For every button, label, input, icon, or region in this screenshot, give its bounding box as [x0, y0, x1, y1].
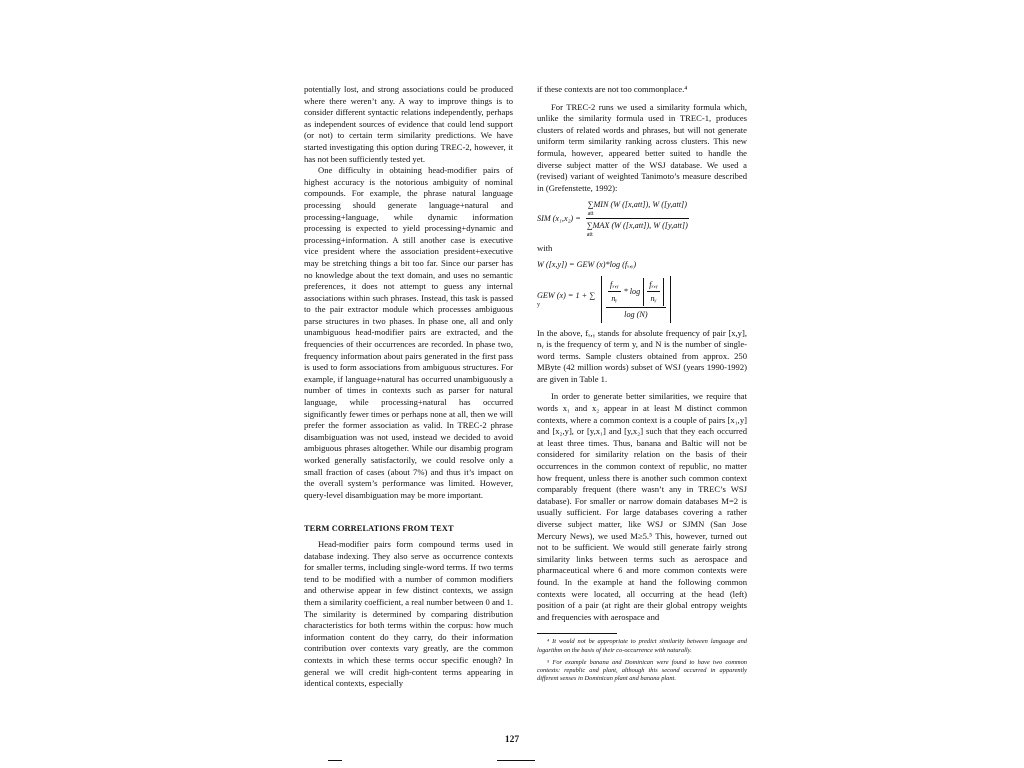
gew-numerator [606, 278, 666, 308]
sum-subscript: y [537, 301, 540, 308]
scan-mark [497, 760, 535, 761]
formula-numerator [586, 199, 689, 219]
log-num: fₓ,ᵧ [647, 279, 660, 293]
footnote-divider [537, 633, 617, 634]
paragraph: potentially lost, and strong associations could be produced where there weren’t any. A way to improve things is to consider different syntactic relations independently, perhaps as independent sources of evidence that could lend support (or not) to certain term similarity predictions. We have started investigating this option during TREC-2, however, it has not been sufficiently tested yet. [304, 84, 513, 164]
section-heading: TERM CORRELATIONS FROM TEXT [304, 524, 454, 534]
footnote: ⁴ It would not be appropriate to predict similarity between language and logarithm on the basis of their co-occurrence with naturally. [537, 638, 747, 654]
paragraph: For TREC-2 runs we used a similarity formula which, unlike the similarity formula used in TREC-1, produces clusters of related words and phrases, but will not generate uniform term similarity ranking across clusters. This new formula, however, appeared better suited to handle the diverse subject matter of the WSJ database. We used a (revised) variant of weighted Tanimoto’s measure described in (Grefenstette, 1992): [537, 101, 747, 193]
inner-den: nᵧ [611, 294, 618, 304]
formula-fraction [585, 199, 690, 237]
paragraph: One difficulty in obtaining head-modifier pairs of highest accuracy is the notorious ambiguity of nominal compounds. For example, the phrase natural language processing should generate language+natural and processing+language, while dynamic information processing is expected to yield processing+dynamic and processing+information. A still another case is executive vice president where the association president+executive may be stretching things a bit too far. Since our parser has no knowledge about the text domain, and uses no semantic preferences, it does not attempt to guess any internal associations within such phrases. Instead, this task is passed to the pair extractor module which processes ambiguous parse structures in two phases. In phase one, all and only unambiguous head-modifier pairs are extracted, and the frequencies of their occurrences are recorded. In phase two, frequency information about pairs generated in the first pass is used to form associations from ambiguous structures. For example, if language+natural has occurred unambiguously a number of times in contexts such as parser for natural language, while processing+natural has occurred significantly fewer times or perhaps none at all, then we will prefer the former association as valid. In TREC-2 phrase disambiguation was not used, instead we decided to avoid ambiguous phrases altogether. While our disambig program worked generally satisfactorily, we could resolve only a small fraction of cases (about 7%) and thus it’s impact on the overall system’s performance was limited. However, query-level disambiguation may be more important. [304, 165, 513, 500]
formula-lhs: SIM (x₁,x₂) = [537, 213, 581, 223]
similarity-formula [537, 199, 747, 237]
footnote: ⁵ For example banana and Dominican were found to have two common contexts: republic and plant, although this second occurred in apparently different senses in Dominican plant and banana plant. [537, 658, 747, 683]
paragraph: In order to generate better similarities, we require that words x₁ and x₂ appear in at least M distinct common contexts, where a common context is a couple of pairs [x₁,y] and [x₂,y], or [y,x₁] and [y,x₂] such that they each occurred at least three times. Thus, banana and Baltic will not be considered for similarity relation on the basis of their occurrences in the common context of republic, no matter how frequent, unless there is another such common context comparably frequent (there wasn’t any in TREC’s WSJ database). For smaller or narrow domain databases M=2 is usually sufficient. For large databases covering a rather diverse subject matter, like WSJ or SJMN (San Jose Mercury News), we used M≥5.⁵ This, however, turned out not to be sufficient. We would still generate fairly strong similarity links between terms such as aerospace and pharmaceutical where 6 and more common contexts were found. In the example at hand the following common contexts were located, all occurring at the head (left) position of a pair (at right are their global entropy weights and frequencies with aerospace and [537, 391, 747, 622]
inner-fraction [608, 279, 621, 305]
log-bracket [643, 278, 664, 306]
gew-bracket [601, 276, 671, 323]
gew-lhs-text: GEW (x) = 1 + ∑ [537, 291, 596, 301]
gew-formula [537, 276, 747, 323]
weight-formula [537, 259, 747, 271]
weight-formula-text: W ([x,y]) = GEW (x)*log (fₓ,ᵧ) [537, 260, 637, 270]
gew-fraction [606, 278, 666, 321]
log-operator: * log [623, 287, 641, 297]
gew-lhs [537, 290, 595, 308]
left-column [304, 84, 513, 690]
log-fraction [647, 279, 660, 305]
sum-subscript: att [587, 210, 594, 217]
paragraph: if these contexts are not too commonplace.⁴ [537, 84, 688, 94]
paragraph: Head-modifier pairs form compound terms used in database indexing. They also serve as occurrence contexts for smaller terms, including single-word terms. If two terms tend to be modified with a number of common modifiers and otherwise appear in few distinct contexts, we assign them a similarity coefficient, a real number between 0 and 1. The similarity is determined by comparing distribution characteristics for both terms within the corpus: how much information content do they carry, do their information contribution over contexts vary greatly, are the common contexts in which these terms occur specific enough? In general we will credit high-content terms appearing in identical contexts, especially [304, 538, 513, 689]
inner-num: fₓ,ᵧ [608, 279, 621, 293]
with-label: with [537, 242, 553, 253]
log-den: nᵧ [650, 294, 657, 304]
gew-denominator: log (N) [624, 309, 648, 319]
formula-denominator [585, 219, 690, 238]
scan-mark [328, 760, 342, 761]
sum-subscript: att [586, 231, 593, 238]
numerator-text: ∑MIN (W ([x,att]), W ([y,att]) [587, 200, 687, 210]
denominator-text: ∑MAX (W ([x,att]), W ([y,att]) [586, 220, 688, 230]
paragraph: In the above, fₓ,ᵧ stands for absolute frequency of pair [x,y], nᵧ is the frequency of term y, and N is the number of single-word terms. Sample clusters obtained from approx. 250 MByte (42 million words) subset of WSJ (years 1990-1992) are given in Table 1. [537, 327, 747, 384]
right-column [537, 84, 747, 687]
page-number: 127 [504, 735, 520, 745]
